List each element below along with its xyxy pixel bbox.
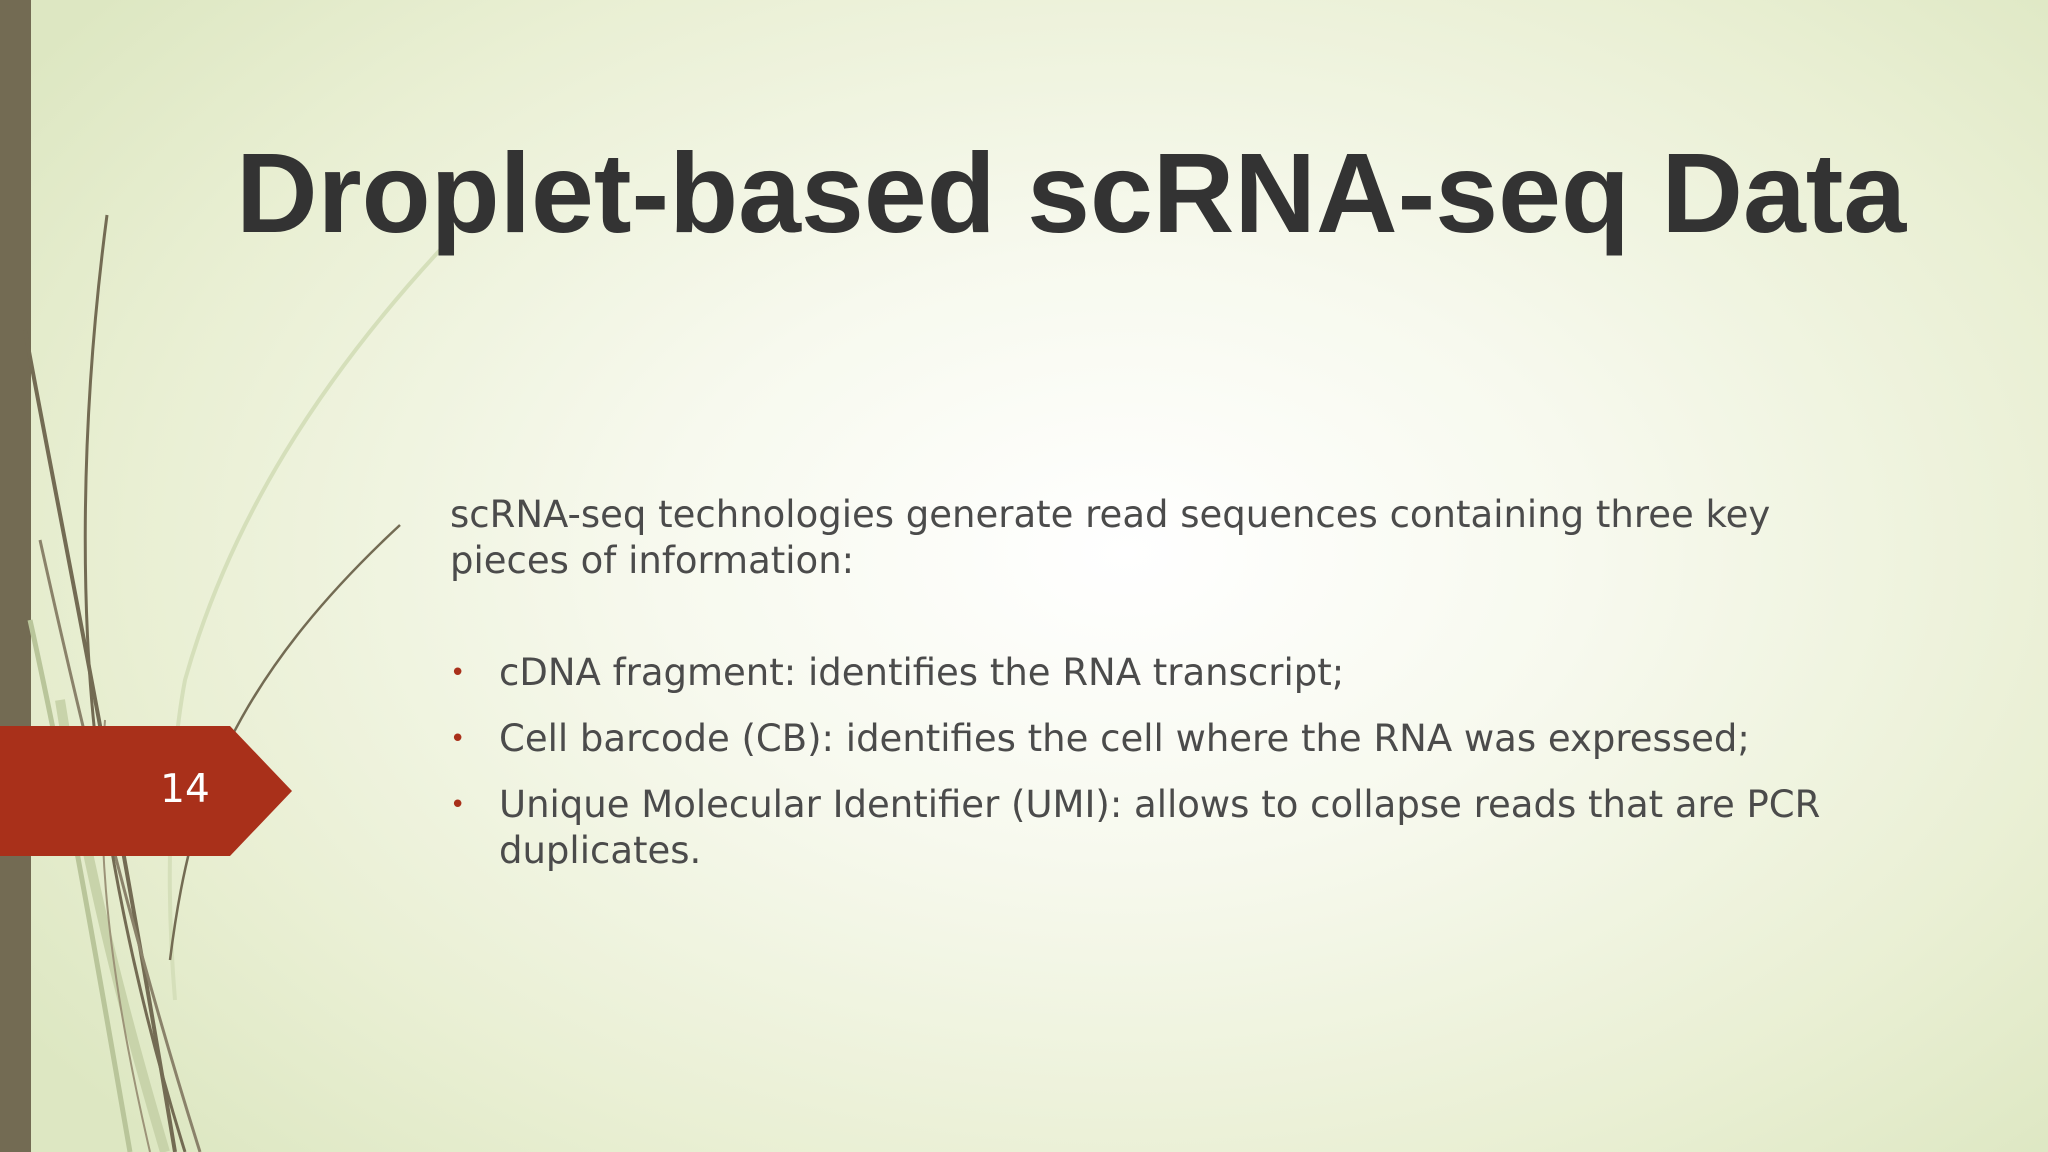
page-number: 14 <box>160 767 210 812</box>
bullet-text: Cell barcode (CB): identifies the cell where the RNA was expressed; <box>499 717 1750 760</box>
slide-title: Droplet-based scRNA-seq Data <box>236 130 1907 256</box>
intro-paragraph: scRNA-seq technologies generate read sequences containing three key pieces of information: <box>450 493 1771 582</box>
bullet-text: cDNA fragment: identifies the RNA transcript; <box>499 651 1345 694</box>
bullet-list <box>450 650 1850 874</box>
bullet-icon: • <box>450 790 466 820</box>
slide-body <box>450 492 1850 894</box>
bullet-text: Unique Molecular Identifier (UMI): allows to collapse reads that are PCR duplicates. <box>499 783 1821 872</box>
bullet-item <box>450 716 1850 762</box>
page-number-badge <box>0 726 292 856</box>
bullet-item <box>450 650 1850 696</box>
bullet-item <box>450 782 1850 874</box>
bullet-icon: • <box>450 658 466 688</box>
bullet-icon: • <box>450 724 466 754</box>
